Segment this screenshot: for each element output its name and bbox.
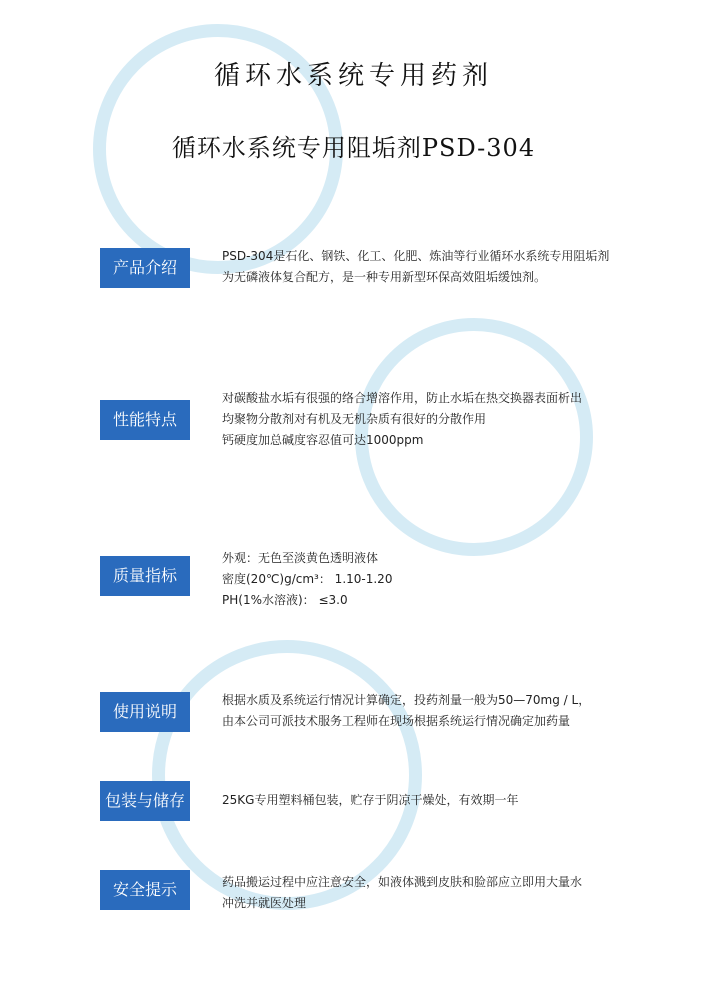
content-line: 药品搬运过程中应注意安全，如液体溅到皮肤和脸部应立即用大量水 bbox=[222, 875, 583, 889]
content-line: 由本公司可派技术服务工程师在现场根据系统运行情况确定加药量 bbox=[222, 714, 571, 728]
section-label-packaging: 包装与储存 bbox=[100, 781, 190, 821]
section-content-specs bbox=[222, 548, 642, 611]
section-label-usage: 使用说明 bbox=[100, 692, 190, 732]
section-content-intro bbox=[222, 246, 642, 288]
section-label-intro: 产品介绍 bbox=[100, 248, 190, 288]
content-line: 冲洗并就医处理 bbox=[222, 896, 307, 910]
section-label-specs: 质量指标 bbox=[100, 556, 190, 596]
section-content-usage bbox=[222, 690, 642, 732]
content-line: PH(1%水溶液)： ≤3.0 bbox=[222, 593, 348, 607]
section-content-packaging bbox=[222, 790, 642, 811]
content-line: PSD-304是石化、钢铁、化工、化肥、炼油等行业循环水系统专用阻垢剂 bbox=[222, 249, 610, 263]
content-line: 密度(20℃)g/cm³： 1.10-1.20 bbox=[222, 572, 393, 586]
content-line: 根据水质及系统运行情况计算确定，投药剂量一般为50—70mg / L， bbox=[222, 693, 591, 707]
decorative-ring-bottom bbox=[152, 640, 422, 910]
section-content-safety bbox=[222, 872, 642, 914]
content-line: 对碳酸盐水垢有很强的络合增溶作用，防止水垢在热交换器表面析出 bbox=[222, 391, 583, 405]
section-label-features: 性能特点 bbox=[100, 400, 190, 440]
content-line: 外观：无色至淡黄色透明液体 bbox=[222, 551, 379, 565]
content-line: 为无磷液体复合配方，是一种专用新型环保高效阻垢缓蚀剂。 bbox=[222, 270, 547, 284]
content-line: 钙硬度加总碱度容忍值可达1000ppm bbox=[222, 433, 424, 447]
section-label-safety: 安全提示 bbox=[100, 870, 190, 910]
product-title: 循环水系统专用阻垢剂PSD-304 bbox=[171, 134, 536, 162]
content-line: 25KG专用塑料桶包装，贮存于阴凉干燥处，有效期一年 bbox=[222, 793, 519, 807]
page-title: 循环水系统专用药剂 bbox=[213, 61, 493, 91]
content-line: 均聚物分散剂对有机及无机杂质有很好的分散作用 bbox=[222, 412, 487, 426]
section-content-features bbox=[222, 388, 642, 451]
